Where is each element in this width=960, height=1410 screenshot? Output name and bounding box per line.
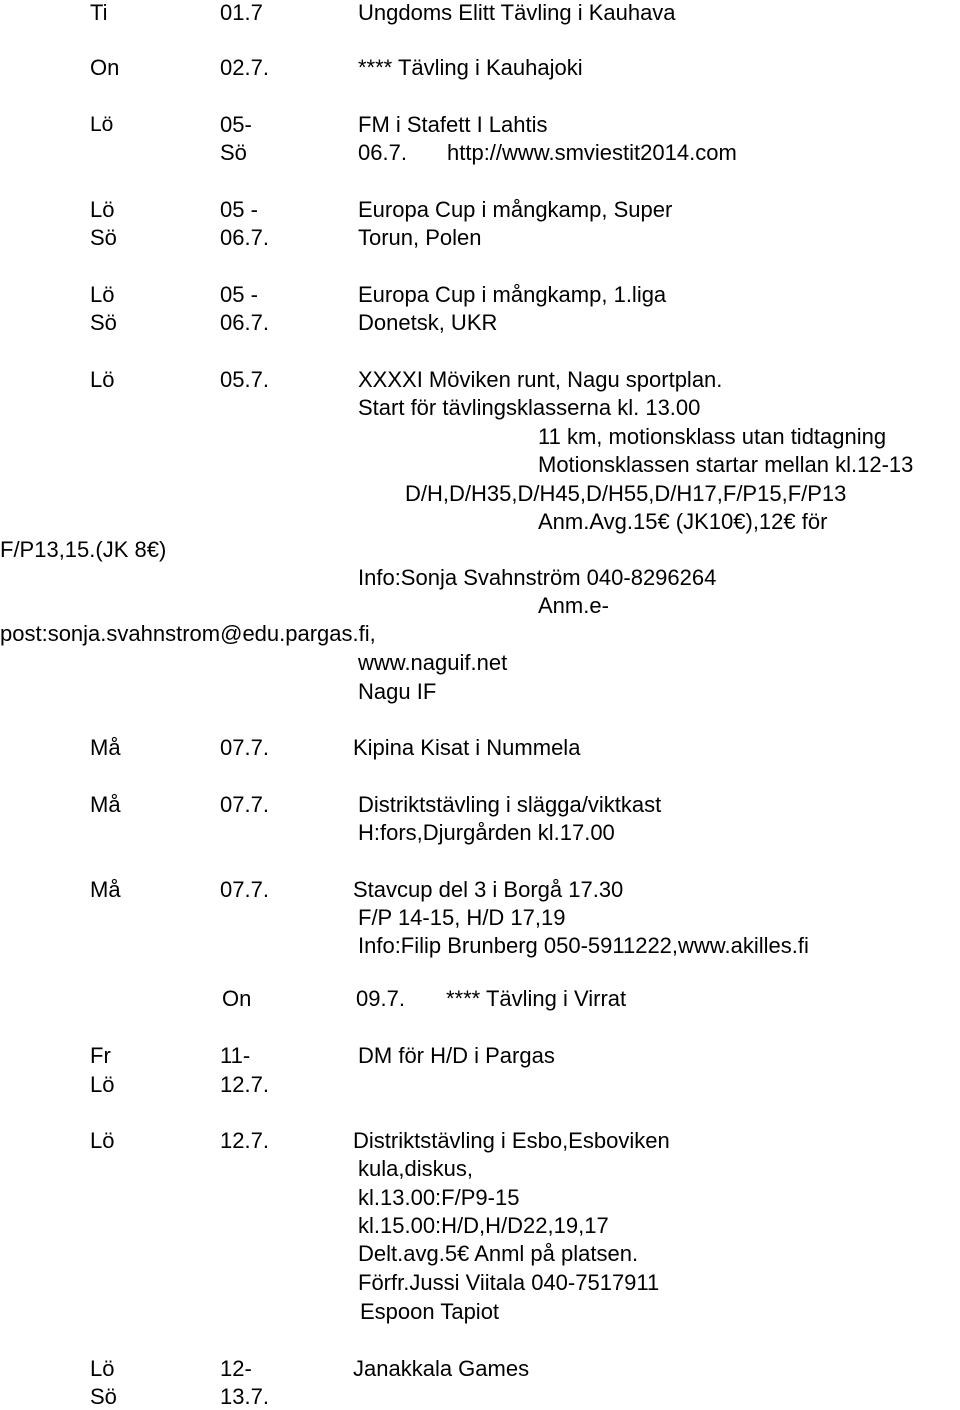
day-label: Lö [90,113,114,136]
day-label: Må [90,792,121,817]
event-detail: H:fors,Djurgården kl.17.00 [358,820,615,845]
date-label: 05 - [220,197,258,222]
day-label: Lö [90,282,115,307]
date-label: 06.7. [358,140,407,165]
event-title: Europa Cup i mångkamp, 1.liga [358,282,667,307]
event-detail: kula,diskus, [358,1156,473,1181]
date-label: 05.7. [220,367,269,392]
event-title: **** Tävling i Kauhajoki [358,55,583,80]
event-title: Kipina Kisat i Nummela [353,735,581,760]
day-label: Lö [90,197,115,222]
date-label: 13.7. [220,1384,269,1409]
day-label: On [90,55,120,80]
event-detail: Info:Sonja Svahnström 040-8296264 [358,565,717,590]
event-detail: Anm.e- [538,593,609,618]
day-label: Ti [90,0,108,25]
day-label: On [222,986,252,1011]
event-detail: Start för tävlingsklasserna kl. 13.00 [358,395,701,420]
date-label: 09.7. [356,986,405,1011]
date-label: 07.7. [220,735,269,760]
day-label: Sö [90,310,117,335]
event-detail: 11 km, motionsklass utan tidtagning [538,424,887,449]
event-title: Janakkala Games [353,1356,530,1381]
event-title: DM för H/D i Pargas [358,1043,555,1068]
date-label: 02.7. [220,55,269,80]
date-label: 06.7. [220,225,269,250]
day-label: Lö [90,367,115,392]
event-title: Europa Cup i mångkamp, Super [358,197,673,222]
event-detail: kl.15.00:H/D,H/D22,19,17 [358,1213,609,1238]
event-detail: Motionsklassen startar mellan kl.12-13 [538,452,914,477]
day-label: Lö [90,1072,115,1097]
date-label: 05 - [220,282,258,307]
day-label: Må [90,877,121,902]
day-label: Sö [220,140,247,165]
date-label: 12- [220,1356,252,1381]
event-link[interactable]: http://www.smviestit2014.com [447,140,737,165]
date-label: 12.7. [220,1072,269,1097]
event-title: Ungdoms Elitt Tävling i Kauhava [358,0,676,25]
event-detail: D/H,D/H35,D/H45,D/H55,D/H17,F/P15,F/P13 [405,481,847,506]
event-title: Distriktstävling i slägga/viktkast [358,792,662,817]
day-label: Sö [90,1384,117,1409]
date-label: 07.7. [220,792,269,817]
date-label: 11- [220,1043,251,1068]
event-detail: F/P13,15.(JK 8€) [0,537,167,562]
event-detail: Anm.Avg.15€ (JK10€),12€ för [538,509,828,534]
event-detail: Förfr.Jussi Viitala 040-7517911 [358,1270,660,1295]
event-location: Torun, Polen [358,225,482,250]
event-link[interactable]: www.naguif.net [358,650,508,675]
event-detail: Delt.avg.5€ Anml på platsen. [358,1241,639,1266]
event-title: Distriktstävling i Esbo,Esboviken [353,1128,670,1153]
event-organizer: Nagu IF [358,679,437,704]
day-label: Fr [90,1043,111,1068]
date-label: 01.7 [220,0,263,25]
day-label: Lö [90,1128,115,1153]
day-label: Sö [90,225,117,250]
event-detail: kl.13.00:F/P9-15 [358,1185,520,1210]
event-title: Stavcup del 3 i Borgå 17.30 [353,877,624,902]
event-email[interactable]: post:sonja.svahnstrom@edu.pargas.fi, [0,621,376,646]
date-label: 12.7. [220,1128,269,1153]
event-organizer: Espoon Tapiot [360,1299,500,1324]
event-detail: F/P 14-15, H/D 17,19 [358,905,566,930]
date-label: 07.7. [220,877,269,902]
day-label: Lö [90,1356,115,1381]
date-label: 06.7. [220,310,269,335]
event-title: **** Tävling i Virrat [446,986,627,1011]
event-title: FM i Stafett I Lahtis [358,112,548,137]
date-label: 05- [220,112,252,137]
event-detail: Info:Filip Brunberg 050-5911222,www.akilles.fi [358,933,809,958]
event-title: XXXXI Möviken runt, Nagu sportplan. [358,367,723,392]
day-label: Må [90,735,121,760]
event-location: Donetsk, UKR [358,310,498,335]
